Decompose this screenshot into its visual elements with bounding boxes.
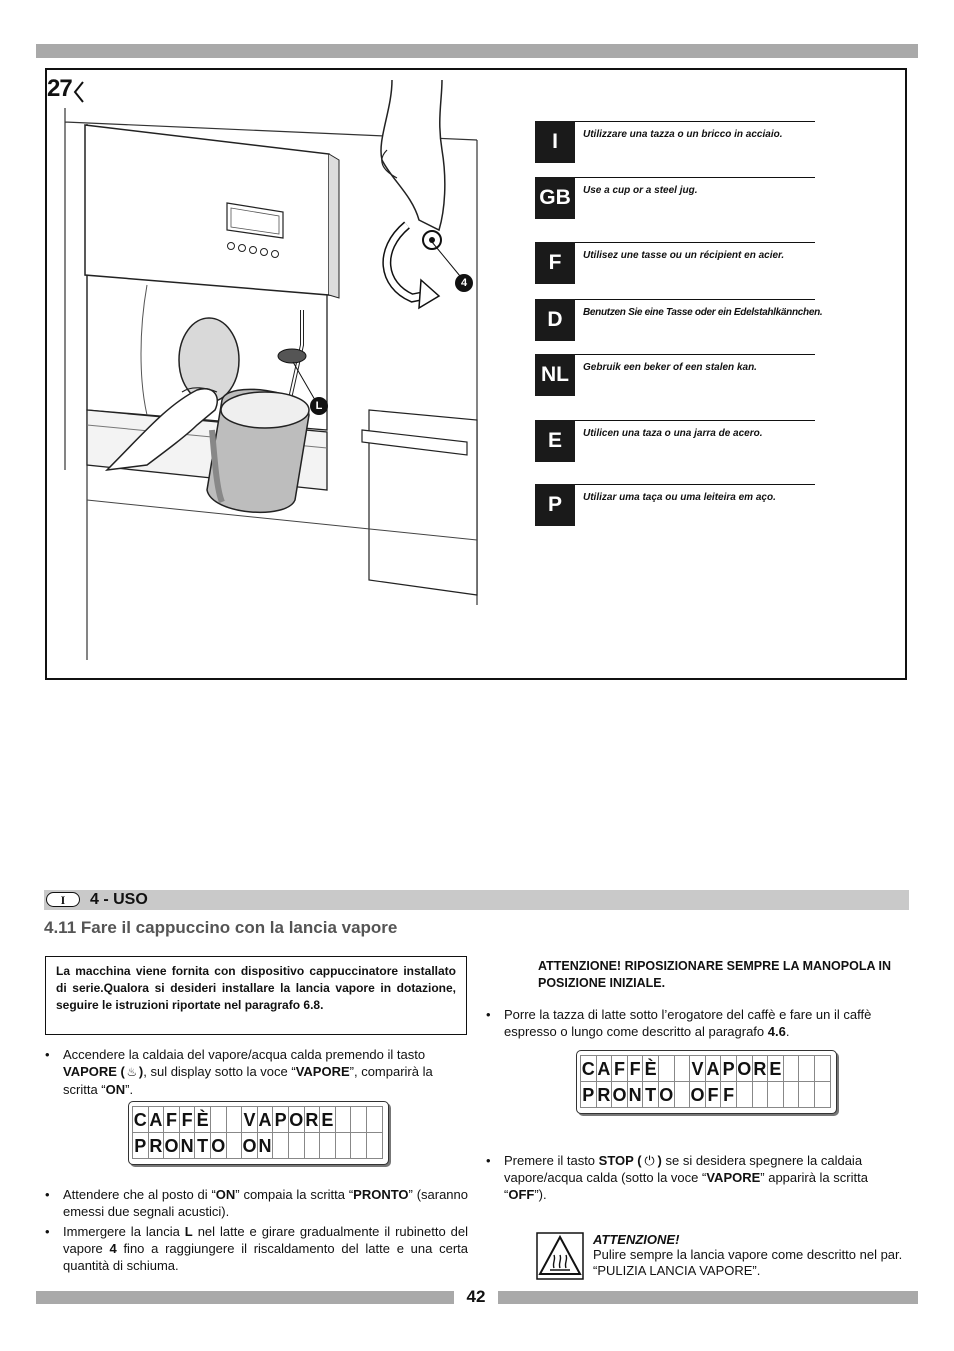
lcd-cell: F [705,1081,722,1108]
bullet-dot: • [486,1007,491,1022]
text-bold: ) [657,1153,662,1168]
text-bold: OFF [508,1187,535,1202]
text: ” apparirà la scritta “ [504,1170,868,1202]
lcd-cell: È [194,1106,211,1133]
text: Accendere la caldaia del vapore/acqua calda premendo il tasto [63,1047,426,1062]
lcd-cell: A [257,1106,274,1133]
divider [575,299,815,300]
lcd-cell: O [163,1132,180,1159]
lcd-cell: R [596,1081,613,1108]
lang-code: D [535,299,575,341]
divider [575,420,815,421]
lcd-cell: F [627,1055,644,1082]
lcd-cell: V [689,1055,706,1082]
lcd-cell [226,1106,243,1133]
lcd-cell [736,1081,753,1108]
text-bold: ) [138,1064,144,1079]
instruction-pt [535,484,815,526]
text-bold: 4 [109,1241,117,1256]
divider [575,354,815,355]
bullet-body [504,1152,909,1203]
lcd-cell: A [596,1055,613,1082]
lang-code: I [535,121,575,163]
lcd-cell [210,1106,227,1133]
text: ”, comparirà la scritta “ [63,1064,433,1097]
lcd-cell: O [241,1132,258,1159]
bullet-dot: • [486,1153,491,1168]
instruction-text: Utilizzare una tazza o un bricco in acciaio. [583,129,783,140]
divider [575,121,815,122]
text: ”). [534,1187,547,1202]
instruction-de [535,299,823,341]
lcd-cell: R [148,1132,165,1159]
callout-l: L [310,397,328,415]
lang-code: F [535,242,575,284]
lang-code: P [535,484,575,526]
lcd-cell: E [767,1055,784,1082]
lcd-cell: O [689,1081,706,1108]
lcd-cell: R [304,1106,321,1133]
text-bold: 4.6 [767,1024,786,1039]
bullet-body [63,1186,468,1220]
bullet-dot: • [45,1047,50,1062]
instruction-text: Benutzen Sie eine Tasse oder ein Edelstahlkännchen. [583,307,823,318]
bullet-body [63,1223,468,1274]
callout-4: 4 [455,274,473,292]
lcd-cell: P [580,1081,597,1108]
lcd-cell [350,1132,367,1159]
lcd-cell [350,1106,367,1133]
lcd-cell [226,1132,243,1159]
lcd-cell [319,1132,336,1159]
notice-box: La macchina viene fornita con dispositivo cappuccinatore installato di serie.Qualora si desideri installare la lancia vapore in dotazione, seguire le istruzioni riportate nel paragrafo 6.8. [45,956,467,1035]
lcd-cell: P [272,1106,289,1133]
lcd-cell: A [148,1106,165,1133]
warning-title: ATTENZIONE! [593,1232,680,1247]
instruction-text: Utilisez une tasse ou un récipient en acier. [583,250,785,261]
lcd-cell [658,1055,675,1082]
lcd-cell [783,1055,800,1082]
divider [575,242,815,243]
section-title: 4 - USO [90,891,148,908]
divider [575,177,815,178]
instruction-es [535,420,815,462]
lcd-grid [581,1056,831,1108]
text: se si desidera spegnere la caldaia vapore/acqua calda (sotto la voce “ [504,1153,863,1185]
lang-code: GB [535,177,575,219]
text: ” (saranno emessi due segnali acustici). [63,1187,469,1219]
attention-caps: ATTENZIONE! RIPOSIZIONARE SEMPRE LA MANOPOLA IN POSIZIONE INIZIALE. [538,959,892,990]
lcd-cell: N [627,1081,644,1108]
text: ” compaia la scritta “ [235,1187,354,1202]
instruction-it [535,121,815,163]
lcd-cell: F [179,1106,196,1133]
text-bold: STOP ( [598,1153,642,1168]
text: Immergere la lancia [63,1224,185,1239]
text: , sul display sotto la voce “ [143,1064,296,1079]
text: . [785,1024,790,1039]
text-bold: ON [105,1082,126,1097]
lcd-cell: O [210,1132,227,1159]
lcd-cell: T [642,1081,659,1108]
section-header [44,890,909,910]
subsection-title: 4.11 Fare il cappuccino con la lancia vapore [44,918,398,937]
lcd-cell: F [611,1055,628,1082]
lcd-cell [798,1055,815,1082]
display-vapore-on [128,1101,389,1165]
text-bold: VAPORE [295,1064,350,1079]
lang-code: NL [535,354,575,396]
lcd-cell [272,1132,289,1159]
lcd-cell: O [611,1081,628,1108]
lcd-cell: P [132,1132,149,1159]
lcd-cell: F [163,1106,180,1133]
page-number: 42 [454,1285,498,1309]
lcd-cell [288,1132,305,1159]
lcd-cell: O [288,1106,305,1133]
power-icon: ⏻ [644,1153,655,1168]
lcd-cell: A [705,1055,722,1082]
bullet-dot: • [45,1224,50,1239]
text: ”. [125,1082,134,1097]
bullet-body [504,1006,909,1040]
lcd-cell: V [241,1106,258,1133]
lcd-cell: P [720,1055,737,1082]
instruction-gb [535,177,815,219]
lcd-cell [798,1081,815,1108]
text-bold: L [184,1224,193,1239]
top-rule [36,44,918,58]
instruction-text: Use a cup or a steel jug. [583,185,698,196]
lcd-cell [366,1106,383,1133]
divider [575,484,815,485]
lcd-cell: N [257,1132,274,1159]
instruction-text: Gebruik een beker of een stalen kan. [583,362,757,373]
bullet-body [63,1046,468,1098]
lang-code: E [535,420,575,462]
figure-27 [45,68,907,680]
lcd-grid [133,1107,383,1159]
text-bold: ON [215,1187,236,1202]
lcd-cell [814,1055,831,1082]
lcd-cell: E [319,1106,336,1133]
lcd-cell: R [752,1055,769,1082]
text-bold: VAPORE [706,1170,761,1185]
text: Porre la tazza di latte sotto l’erogatore del caffè e fare un il caffè espresso o lungo come descritto al paragrafo [504,1007,872,1039]
lcd-cell [814,1081,831,1108]
lcd-cell: F [720,1081,737,1108]
display-vapore-off [576,1050,837,1114]
bullet-dot: • [45,1187,50,1202]
instruction-text: Utilicen una taza o una jarra de acero. [583,428,763,439]
instruction-text: Utilizar uma taça ou uma leiteira em aço. [583,492,776,503]
text: Attendere che al posto di “ [63,1187,216,1202]
lcd-cell [335,1106,352,1133]
hot-surface-warning-icon [536,1232,584,1280]
instruction-nl [535,354,815,396]
lcd-cell: O [736,1055,753,1082]
lcd-cell [366,1132,383,1159]
text: nel latte e girare gradualmente il rubinetto del vapore [63,1224,468,1256]
lcd-cell: C [580,1055,597,1082]
steam-icon: ♨ [126,1065,138,1079]
text: fino a raggiungere il riscaldamento del latte e una certa quantità di schiuma. [63,1241,468,1273]
lcd-cell: O [658,1081,675,1108]
text-bold: PRONTO [353,1187,409,1202]
warning-text: Pulire sempre la lancia vapore come descritto nel par. “PULIZIA LANCIA VAPORE”. [593,1247,903,1278]
lcd-cell [674,1055,691,1082]
figure-number: 27 [47,75,72,102]
lcd-cell [674,1081,691,1108]
lcd-cell [783,1081,800,1108]
lcd-cell: È [642,1055,659,1082]
lcd-cell [752,1081,769,1108]
lcd-cell [767,1081,784,1108]
lcd-cell: T [194,1132,211,1159]
text: Premere il tasto [504,1153,599,1168]
language-badge: I [46,892,80,907]
text-bold: VAPORE ( [63,1064,125,1079]
instruction-fr [535,242,815,284]
lcd-cell [335,1132,352,1159]
lcd-cell [304,1132,321,1159]
lcd-cell: N [179,1132,196,1159]
lcd-cell: C [132,1106,149,1133]
